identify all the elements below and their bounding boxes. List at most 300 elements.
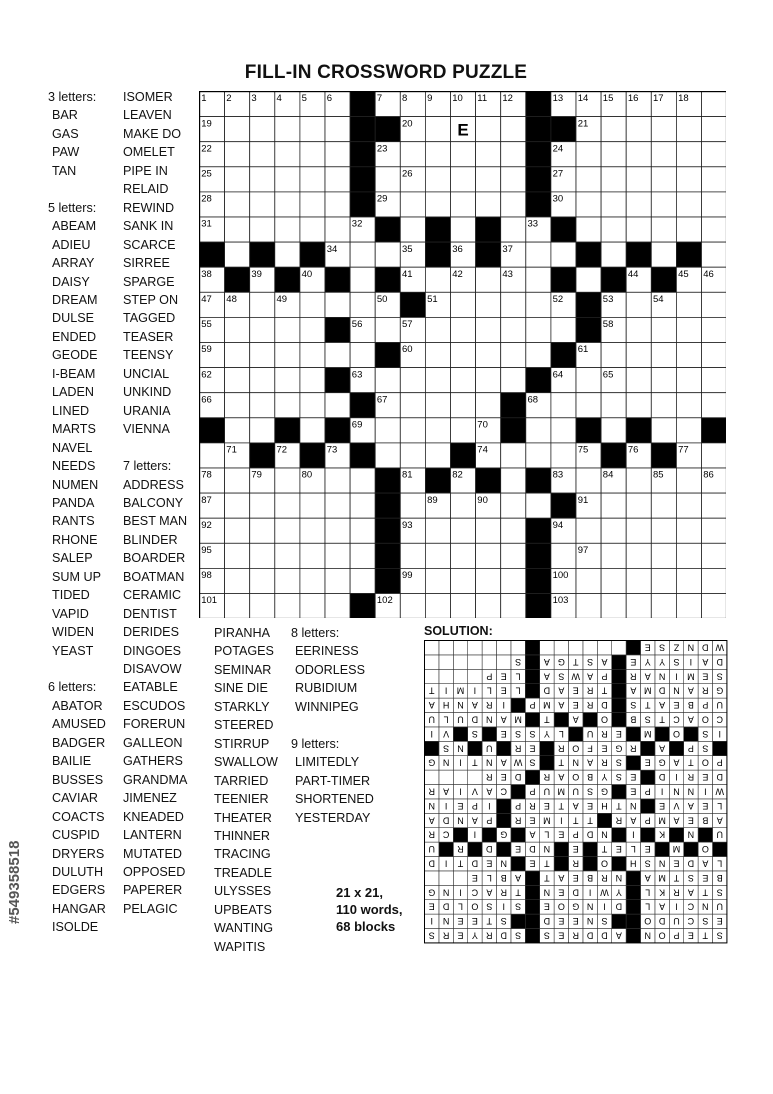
grid-cell[interactable] xyxy=(601,594,626,619)
grid-cell[interactable] xyxy=(651,317,676,342)
grid-cell[interactable] xyxy=(250,317,275,342)
grid-cell[interactable] xyxy=(451,568,476,593)
grid-cell[interactable] xyxy=(702,217,727,242)
grid-cell[interactable] xyxy=(702,167,727,192)
solution-letter: A xyxy=(673,815,680,826)
word-item: LANTERN xyxy=(123,828,182,843)
grid-cell[interactable] xyxy=(425,368,450,393)
grid-cell[interactable] xyxy=(702,92,727,117)
grid-cell[interactable] xyxy=(325,543,350,568)
grid-cell[interactable] xyxy=(300,594,325,619)
grid-cell[interactable] xyxy=(250,217,275,242)
grid-cell[interactable] xyxy=(626,217,651,242)
grid-cell[interactable] xyxy=(702,317,727,342)
grid-cell[interactable] xyxy=(225,493,250,518)
grid-cell[interactable] xyxy=(501,468,526,493)
grid-cell[interactable] xyxy=(501,518,526,543)
solution-black-cell xyxy=(453,727,467,741)
grid-cell[interactable] xyxy=(702,443,727,468)
grid-cell[interactable] xyxy=(325,393,350,418)
grid-cell[interactable] xyxy=(300,418,325,443)
grid-cell[interactable] xyxy=(626,292,651,317)
grid-cell[interactable] xyxy=(551,242,576,267)
grid-cell[interactable] xyxy=(451,418,476,443)
grid-cell[interactable] xyxy=(626,368,651,393)
grid-cell[interactable] xyxy=(425,418,450,443)
grid-cell[interactable] xyxy=(300,217,325,242)
grid-cell[interactable] xyxy=(275,468,300,493)
grid-cell[interactable] xyxy=(400,217,425,242)
grid-cell[interactable] xyxy=(250,292,275,317)
grid-cell[interactable] xyxy=(325,468,350,493)
grid-cell[interactable] xyxy=(651,192,676,217)
grid-cell[interactable] xyxy=(676,518,701,543)
grid-cell[interactable] xyxy=(526,267,551,292)
grid-cell[interactable] xyxy=(275,142,300,167)
grid-cell[interactable] xyxy=(601,418,626,443)
grid-cell[interactable] xyxy=(225,343,250,368)
grid-cell[interactable] xyxy=(576,217,601,242)
grid-cell[interactable] xyxy=(225,393,250,418)
grid-cell[interactable] xyxy=(325,568,350,593)
grid-cell[interactable] xyxy=(476,167,501,192)
grid-cell[interactable] xyxy=(425,167,450,192)
grid-cell[interactable] xyxy=(651,418,676,443)
grid-cell[interactable] xyxy=(350,468,375,493)
grid-cell[interactable] xyxy=(250,368,275,393)
grid-cell[interactable] xyxy=(250,343,275,368)
grid-cell[interactable] xyxy=(225,242,250,267)
grid-cell[interactable] xyxy=(501,167,526,192)
grid-cell[interactable] xyxy=(676,493,701,518)
grid-cell[interactable] xyxy=(476,343,501,368)
grid-cell[interactable] xyxy=(425,543,450,568)
grid-cell[interactable] xyxy=(526,343,551,368)
grid-cell[interactable] xyxy=(451,142,476,167)
solution-letter: R xyxy=(586,685,594,696)
grid-cell[interactable] xyxy=(451,493,476,518)
grid-cell[interactable] xyxy=(626,468,651,493)
grid-cell[interactable] xyxy=(451,317,476,342)
grid-cell[interactable] xyxy=(250,568,275,593)
grid-cell[interactable] xyxy=(275,368,300,393)
grid-cell[interactable] xyxy=(651,117,676,142)
grid-cell[interactable] xyxy=(501,192,526,217)
grid-cell[interactable] xyxy=(626,594,651,619)
grid-cell[interactable] xyxy=(325,594,350,619)
grid-cell[interactable] xyxy=(375,242,400,267)
grid-cell[interactable] xyxy=(275,568,300,593)
grid-cell[interactable] xyxy=(702,493,727,518)
grid-cell[interactable] xyxy=(300,493,325,518)
grid-cell[interactable] xyxy=(451,518,476,543)
grid-cell[interactable] xyxy=(702,117,727,142)
grid-cell[interactable] xyxy=(702,368,727,393)
grid-cell[interactable] xyxy=(250,518,275,543)
grid-cell[interactable] xyxy=(676,543,701,568)
grid-cell[interactable] xyxy=(350,292,375,317)
grid-cell[interactable] xyxy=(601,393,626,418)
word-item: NUMEN xyxy=(52,477,99,492)
grid-cell[interactable] xyxy=(325,292,350,317)
grid-cell[interactable] xyxy=(300,292,325,317)
grid-cell[interactable] xyxy=(225,418,250,443)
grid-cell[interactable] xyxy=(451,393,476,418)
grid-cell[interactable] xyxy=(325,518,350,543)
word-item: PAW xyxy=(52,145,80,160)
grid-cell[interactable] xyxy=(651,368,676,393)
grid-cell[interactable] xyxy=(350,568,375,593)
grid-cell[interactable] xyxy=(702,543,727,568)
grid-cell[interactable] xyxy=(350,242,375,267)
grid-cell[interactable] xyxy=(501,443,526,468)
grid-cell[interactable] xyxy=(576,368,601,393)
grid-cell[interactable] xyxy=(275,518,300,543)
grid-cell[interactable] xyxy=(651,343,676,368)
grid-cell[interactable] xyxy=(651,493,676,518)
grid-cell[interactable] xyxy=(626,518,651,543)
grid-cell[interactable] xyxy=(501,594,526,619)
grid-cell[interactable] xyxy=(601,493,626,518)
grid-cell[interactable] xyxy=(676,192,701,217)
grid-cell[interactable] xyxy=(551,393,576,418)
grid-cell[interactable] xyxy=(425,594,450,619)
word-item: DISAVOW xyxy=(123,662,182,677)
grid-cell[interactable] xyxy=(501,217,526,242)
grid-cell[interactable] xyxy=(476,594,501,619)
grid-cell[interactable] xyxy=(451,292,476,317)
grid-cell[interactable] xyxy=(325,217,350,242)
grid-cell[interactable] xyxy=(576,468,601,493)
clue-number: 36 xyxy=(452,243,463,255)
grid-cell[interactable] xyxy=(425,518,450,543)
grid-cell[interactable] xyxy=(250,192,275,217)
grid-cell[interactable] xyxy=(400,543,425,568)
solution-letter: T xyxy=(673,872,680,883)
grid-cell[interactable] xyxy=(275,543,300,568)
grid-cell[interactable] xyxy=(551,418,576,443)
grid-cell[interactable] xyxy=(225,594,250,619)
grid-cell[interactable] xyxy=(425,142,450,167)
grid-cell[interactable] xyxy=(275,217,300,242)
grid-cell[interactable] xyxy=(325,493,350,518)
grid-cell[interactable] xyxy=(651,393,676,418)
grid-cell[interactable] xyxy=(501,343,526,368)
grid-cell[interactable] xyxy=(300,317,325,342)
grid-cell[interactable] xyxy=(651,142,676,167)
grid-cell[interactable] xyxy=(501,317,526,342)
grid-cell[interactable] xyxy=(350,543,375,568)
grid-cell[interactable] xyxy=(601,142,626,167)
grid-cell[interactable] xyxy=(526,292,551,317)
grid-cell[interactable] xyxy=(576,142,601,167)
grid-cell[interactable] xyxy=(375,418,400,443)
grid-cell[interactable] xyxy=(551,317,576,342)
word-item: LEAVEN xyxy=(123,108,172,123)
grid-cell[interactable] xyxy=(400,493,425,518)
grid-cell[interactable] xyxy=(601,192,626,217)
grid-cell[interactable] xyxy=(250,117,275,142)
grid-cell[interactable] xyxy=(476,317,501,342)
grid-cell[interactable] xyxy=(601,568,626,593)
solution-black-cell xyxy=(554,857,568,871)
grid-cell[interactable] xyxy=(676,142,701,167)
grid-cell[interactable] xyxy=(425,192,450,217)
grid-cell[interactable] xyxy=(601,518,626,543)
grid-cell[interactable] xyxy=(676,167,701,192)
grid-cell[interactable] xyxy=(250,543,275,568)
grid-cell[interactable] xyxy=(325,117,350,142)
grid-cell[interactable] xyxy=(676,117,701,142)
solution-letter: I xyxy=(473,685,477,696)
solution-letter: T xyxy=(616,800,622,811)
grid-cell[interactable] xyxy=(425,443,450,468)
grid-cell[interactable] xyxy=(200,443,225,468)
grid-cell[interactable] xyxy=(576,393,601,418)
grid-cell[interactable] xyxy=(626,317,651,342)
solution-cell xyxy=(453,641,467,655)
grid-cell[interactable] xyxy=(300,543,325,568)
grid-cell[interactable] xyxy=(451,192,476,217)
grid-cell[interactable] xyxy=(526,493,551,518)
grid-cell[interactable] xyxy=(425,343,450,368)
clue-number: 91 xyxy=(577,494,589,506)
grid-cell[interactable] xyxy=(676,292,701,317)
grid-cell[interactable] xyxy=(601,117,626,142)
grid-cell[interactable] xyxy=(476,543,501,568)
grid-cell[interactable] xyxy=(576,518,601,543)
grid-cell[interactable] xyxy=(451,594,476,619)
solution-letter: R xyxy=(514,815,522,826)
grid-cell[interactable] xyxy=(225,518,250,543)
grid-cell[interactable] xyxy=(225,368,250,393)
grid-cell[interactable] xyxy=(702,242,727,267)
grid-cell[interactable] xyxy=(300,192,325,217)
grid-cell[interactable] xyxy=(250,393,275,418)
grid-cell[interactable] xyxy=(275,117,300,142)
grid-cell[interactable] xyxy=(651,217,676,242)
grid-cell[interactable] xyxy=(425,568,450,593)
grid-cell[interactable] xyxy=(350,267,375,292)
solution-letter: T xyxy=(702,930,709,941)
grid-cell[interactable] xyxy=(626,568,651,593)
grid-cell[interactable] xyxy=(250,418,275,443)
grid-cell[interactable] xyxy=(300,393,325,418)
grid-cell[interactable] xyxy=(300,117,325,142)
grid-cell[interactable] xyxy=(626,192,651,217)
grid-cell[interactable] xyxy=(626,543,651,568)
black-cell xyxy=(526,368,551,393)
grid-cell[interactable] xyxy=(576,192,601,217)
grid-cell[interactable] xyxy=(651,543,676,568)
grid-cell[interactable] xyxy=(400,443,425,468)
grid-cell[interactable] xyxy=(275,242,300,267)
grid-cell[interactable] xyxy=(400,142,425,167)
grid-cell[interactable] xyxy=(501,292,526,317)
grid-cell[interactable] xyxy=(651,568,676,593)
grid-cell[interactable] xyxy=(400,368,425,393)
grid-cell[interactable] xyxy=(501,117,526,142)
clue-number: 75 xyxy=(577,444,589,456)
grid-cell[interactable] xyxy=(676,343,701,368)
grid-cell[interactable] xyxy=(576,594,601,619)
grid-cell[interactable] xyxy=(350,493,375,518)
grid-cell[interactable] xyxy=(225,317,250,342)
grid-cell[interactable] xyxy=(325,343,350,368)
grid-cell[interactable] xyxy=(275,192,300,217)
grid-cell[interactable] xyxy=(651,167,676,192)
grid-cell[interactable] xyxy=(626,117,651,142)
grid-cell[interactable] xyxy=(702,142,727,167)
grid-cell[interactable] xyxy=(275,393,300,418)
grid-cell[interactable] xyxy=(225,142,250,167)
grid-cell[interactable] xyxy=(350,343,375,368)
grid-cell[interactable] xyxy=(576,267,601,292)
grid-cell[interactable] xyxy=(651,594,676,619)
grid-cell[interactable] xyxy=(676,368,701,393)
grid-cell[interactable] xyxy=(451,368,476,393)
word-item: REWIND xyxy=(123,200,175,215)
grid-cell[interactable] xyxy=(601,167,626,192)
grid-cell[interactable] xyxy=(325,192,350,217)
grid-cell[interactable] xyxy=(601,217,626,242)
grid-cell[interactable] xyxy=(526,317,551,342)
grid-cell[interactable] xyxy=(476,518,501,543)
clue-number: 60 xyxy=(402,344,413,356)
grid-cell[interactable] xyxy=(325,167,350,192)
grid-cell[interactable] xyxy=(626,343,651,368)
grid-cell[interactable] xyxy=(576,568,601,593)
grid-cell[interactable] xyxy=(576,167,601,192)
grid-cell[interactable] xyxy=(250,167,275,192)
grid-cell[interactable] xyxy=(400,393,425,418)
grid-cell[interactable] xyxy=(501,142,526,167)
grid-cell[interactable] xyxy=(250,493,275,518)
grid-cell[interactable] xyxy=(676,217,701,242)
grid-cell[interactable] xyxy=(551,443,576,468)
grid-cell[interactable] xyxy=(476,142,501,167)
grid-cell[interactable] xyxy=(375,368,400,393)
grid-cell[interactable] xyxy=(275,167,300,192)
grid-cell[interactable] xyxy=(225,468,250,493)
grid-cell[interactable] xyxy=(400,192,425,217)
grid-cell[interactable] xyxy=(626,167,651,192)
solution-letter: I xyxy=(444,800,448,811)
grid-cell[interactable] xyxy=(300,368,325,393)
grid-cell[interactable] xyxy=(451,167,476,192)
grid-cell[interactable] xyxy=(626,393,651,418)
grid-cell[interactable] xyxy=(275,594,300,619)
clue-number: 83 xyxy=(552,469,564,481)
grid-cell[interactable] xyxy=(651,518,676,543)
grid-cell[interactable] xyxy=(375,167,400,192)
grid-cell[interactable] xyxy=(400,594,425,619)
grid-cell[interactable] xyxy=(225,167,250,192)
grid-cell[interactable] xyxy=(476,117,501,142)
grid-cell[interactable] xyxy=(250,594,275,619)
grid-cell[interactable] xyxy=(501,368,526,393)
grid-cell[interactable] xyxy=(702,393,727,418)
grid-cell[interactable] xyxy=(551,543,576,568)
grid-cell[interactable] xyxy=(676,568,701,593)
grid-cell[interactable] xyxy=(325,142,350,167)
grid-cell[interactable] xyxy=(476,568,501,593)
grid-cell[interactable] xyxy=(451,543,476,568)
grid-cell[interactable] xyxy=(702,518,727,543)
grid-cell[interactable] xyxy=(526,443,551,468)
grid-cell[interactable] xyxy=(601,242,626,267)
grid-cell[interactable] xyxy=(225,217,250,242)
grid-cell[interactable] xyxy=(275,493,300,518)
grid-cell[interactable] xyxy=(702,192,727,217)
grid-cell[interactable] xyxy=(501,493,526,518)
grid-cell[interactable] xyxy=(526,418,551,443)
grid-cell[interactable] xyxy=(601,343,626,368)
grid-cell[interactable] xyxy=(626,142,651,167)
grid-cell[interactable] xyxy=(300,167,325,192)
grid-cell[interactable] xyxy=(676,317,701,342)
grid-cell[interactable] xyxy=(300,343,325,368)
grid-cell[interactable] xyxy=(375,443,400,468)
grid-cell[interactable] xyxy=(702,568,727,593)
grid-cell[interactable] xyxy=(225,117,250,142)
grid-cell[interactable] xyxy=(300,142,325,167)
grid-cell[interactable] xyxy=(425,267,450,292)
grid-cell[interactable] xyxy=(425,117,450,142)
grid-cell[interactable] xyxy=(425,317,450,342)
grid-cell[interactable] xyxy=(501,568,526,593)
grid-cell[interactable] xyxy=(375,317,400,342)
solution-letter: A xyxy=(515,872,522,883)
grid-cell[interactable] xyxy=(275,343,300,368)
grid-cell[interactable] xyxy=(451,217,476,242)
grid-cell[interactable] xyxy=(676,418,701,443)
black-cell xyxy=(526,518,551,543)
solution-cell xyxy=(453,655,467,669)
grid-cell[interactable] xyxy=(676,468,701,493)
grid-cell[interactable] xyxy=(476,192,501,217)
grid-cell[interactable] xyxy=(676,393,701,418)
solution-cell xyxy=(453,669,467,683)
grid-cell[interactable] xyxy=(425,393,450,418)
grid-cell[interactable] xyxy=(526,242,551,267)
solution-letter: B xyxy=(500,872,507,883)
grid-cell[interactable] xyxy=(601,543,626,568)
grid-cell[interactable] xyxy=(350,518,375,543)
grid-cell[interactable] xyxy=(275,317,300,342)
solution-letter: L xyxy=(630,844,636,855)
grid-cell[interactable] xyxy=(300,518,325,543)
grid-cell[interactable] xyxy=(225,192,250,217)
grid-cell[interactable] xyxy=(501,543,526,568)
grid-cell[interactable] xyxy=(702,594,727,619)
grid-cell[interactable] xyxy=(702,343,727,368)
grid-cell[interactable] xyxy=(702,292,727,317)
grid-cell[interactable] xyxy=(451,343,476,368)
grid-cell[interactable] xyxy=(300,568,325,593)
grid-cell[interactable] xyxy=(476,393,501,418)
grid-cell[interactable] xyxy=(676,594,701,619)
grid-cell[interactable] xyxy=(225,568,250,593)
grid-cell[interactable] xyxy=(225,543,250,568)
grid-cell[interactable] xyxy=(651,242,676,267)
grid-cell[interactable] xyxy=(250,142,275,167)
grid-cell[interactable] xyxy=(400,418,425,443)
grid-cell[interactable] xyxy=(626,493,651,518)
grid-cell[interactable] xyxy=(476,267,501,292)
grid-cell[interactable] xyxy=(476,368,501,393)
grid-cell[interactable] xyxy=(476,292,501,317)
